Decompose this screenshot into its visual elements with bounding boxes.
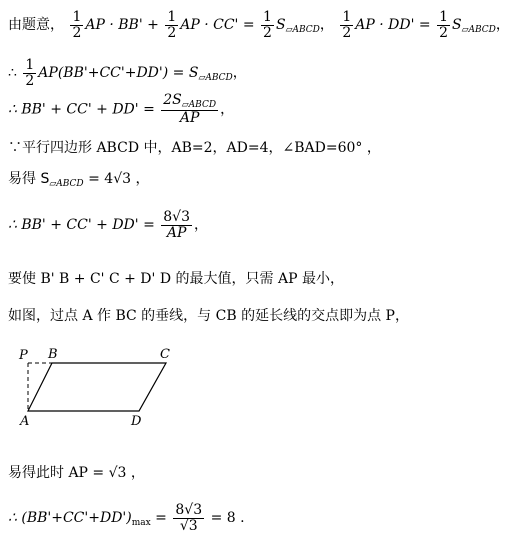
solution-line-10: ∴ $(BB'+CC'+DD')_{max}$ = $\frac{8√3}{√3}$ = 8 . [8, 502, 245, 534]
solution-line-8: 如图，过点 A 作 BC 的垂线，与 CB 的延长线的交点即为点 P， [8, 308, 409, 324]
fraction-half: $\frac{1}{2}$ [263, 9, 272, 41]
label-b: B [48, 347, 58, 362]
expr-ap-bb: AP · BB' + [85, 17, 159, 34]
parallelogram-abcd [28, 363, 166, 411]
solution-line-6: ∴ BB' + CC' + DD' = $\frac{8√3}{AP}$ ， [8, 209, 208, 241]
solution-line-3: ∴ BB' + CC' + DD' = $\frac{2S_{▱ABCD}}{AP}$ ， [8, 92, 235, 127]
expr-ap-dd: AP · DD' = [355, 17, 431, 34]
solution-line-4: ∵平行四边形 ABCD 中，AB=2，AD=4，∠BAD=60° ， [8, 140, 381, 156]
solution-line-9: 易得此时 AP = √3 ， [8, 465, 145, 481]
label-p: P [19, 348, 28, 363]
solution-line-2: ∴ $\frac{1}{2}$ $AP(BB'+CC'+DD') = S_{▱ABCD}$， [8, 57, 247, 89]
fraction-8root3-over-root3: $\frac{8√3}{√3}$ [175, 502, 203, 534]
label-c: C [160, 347, 170, 362]
fraction-half: $\frac{1}{2}$ [439, 9, 448, 41]
expr-ap-cc: AP · CC' = [180, 17, 255, 34]
label-d: D [131, 414, 142, 429]
fraction-half: $\frac{1}{2}$ [72, 9, 82, 41]
parallelogram-diagram [14, 345, 184, 431]
fraction-8root3-over-ap: $\frac{8√3}{AP}$ [163, 209, 190, 241]
fraction-half: $\frac{1}{2}$ [167, 9, 177, 41]
solution-line-5: 易得 $S_{▱ABCD} = 4√3$ ， [8, 171, 150, 189]
text-intro: 由题意， [8, 17, 64, 34]
solution-line-7: 要使 B' B + C' C + D' D 的最大值，只需 AP 最小， [8, 271, 344, 287]
solution-line-1: 由题意， $\frac{1}{2}$ AP · BB' + $\frac{1}{2}$ AP · CC' = $\frac{1}{2}$ $S_{▱ABCD}$， $\frac{1}{2}$ AP · DD' = $\frac{1}{2}$ $S_{▱ABCD}$， [8, 9, 510, 41]
fraction-half: $\frac{1}{2}$ [342, 9, 352, 41]
label-a: A [20, 414, 30, 429]
fraction-half: $\frac{1}{2}$ [25, 57, 35, 89]
fraction-area-over-ap: $\frac{2S_{▱ABCD}}{AP}$ [163, 92, 217, 127]
